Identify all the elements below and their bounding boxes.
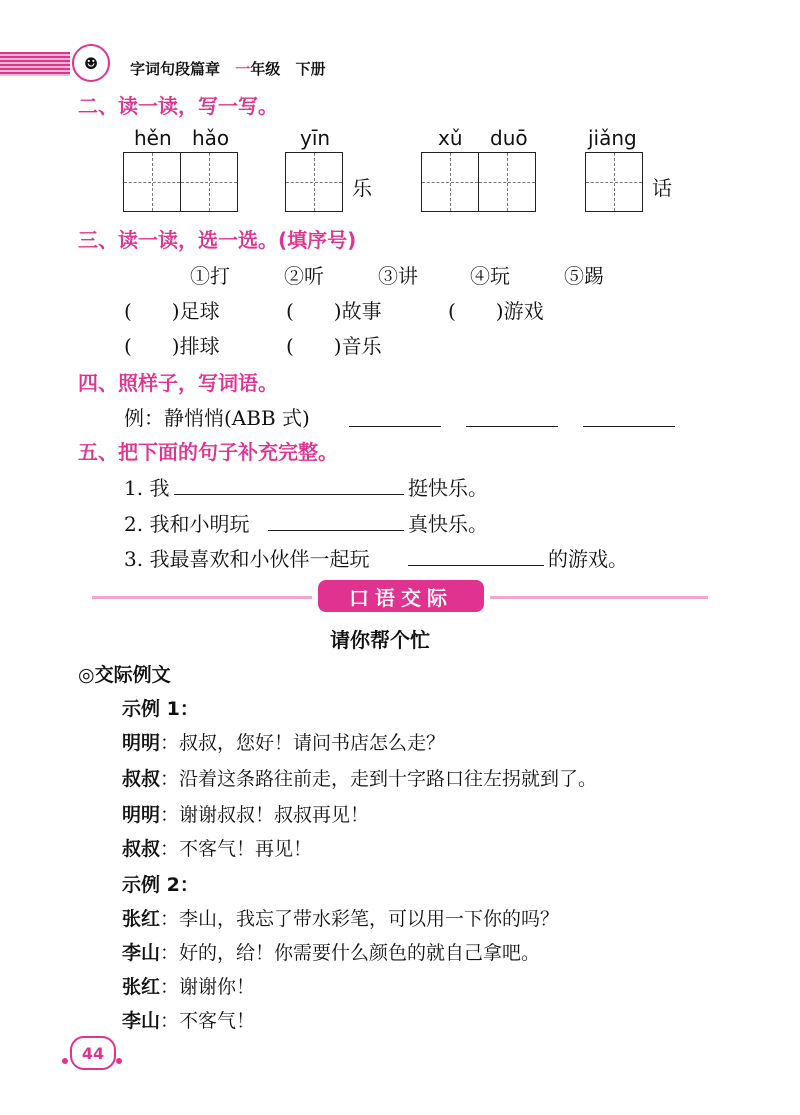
option-2: ②听 [284,264,324,288]
dialog-2-line-3: 张红：谢谢你！ [122,976,256,998]
sentence-2-blank[interactable] [268,530,404,531]
pinyin-hao: hǎo [192,126,230,150]
pinyin-jiang: jiǎng [588,126,637,150]
blank-music[interactable]: ( )音乐 [286,334,382,358]
example-1-label: 示例 1： [122,698,199,720]
dialog-1-line-2: 叔叔：沿着这条路往前走，走到十字路口往左拐就到了。 [122,768,598,790]
pinyin-xu: xǔ [438,126,463,150]
sentence-3-blank[interactable] [408,565,544,566]
sample-heading: ◎交际例文 [78,664,171,686]
answer-line-3[interactable] [583,426,675,427]
pinyin-yin: yīn [300,126,331,150]
blank-volleyball[interactable]: ( )排球 [124,334,220,358]
example-2-label: 示例 2： [122,874,199,896]
section-2-title: 二、读一读，写一写。 [78,94,278,118]
page-dot-right [116,1058,122,1064]
book-title: 字词句段篇章 [130,60,221,78]
example-text: 例：静悄悄(ABB 式) [124,406,310,430]
sentence-2-pre: 2. 我和小明玩 [124,512,250,536]
header-stripe [0,52,70,76]
pinyin-hen: hěn [134,126,172,150]
header-title [130,58,326,79]
volume-label: 下册 [295,60,326,78]
answer-line-1[interactable] [349,426,441,427]
blank-game[interactable]: ( )游戏 [448,299,544,323]
banner-line-left [92,596,312,599]
answer-line-2[interactable] [466,426,558,427]
writing-grid-henhao[interactable] [123,152,238,212]
grade-number: 一 [235,60,251,78]
page-dot-left [62,1058,68,1064]
pinyin-duo: duō [490,126,528,150]
section-3-title: 三、读一读，选一选。(填序号) [78,228,357,252]
sentence-3-pre: 3. 我最喜欢和小伙伴一起玩 [124,547,370,571]
writing-grid-xuduo[interactable] [421,152,536,212]
section-4-title: 四、照样子，写词语。 [78,371,278,395]
sentence-1-pre: 1. 我 [124,476,170,500]
sentence-2-post: 真快乐。 [408,512,488,536]
topic-title: 请你帮个忙 [330,628,430,652]
sentence-1-blank[interactable] [174,494,404,495]
oral-banner: 口语交际 [318,580,484,612]
suffix-hua: 话 [652,176,672,200]
banner-line-right [490,596,708,599]
page-number: 44 [70,1036,116,1070]
option-5: ⑤踢 [564,264,604,288]
dialog-1-line-4: 叔叔：不客气！再见！ [122,838,313,860]
dialog-2-line-2: 李山：好的，给！你需要什么颜色的就自己拿吧。 [122,942,541,964]
dialog-1-line-1: 明明：叔叔，您好！请问书店怎么走？ [122,732,446,754]
dialog-2-line-4: 李山：不客气！ [122,1010,256,1032]
option-4: ④玩 [470,264,510,288]
grade-label: 年级 [250,60,281,78]
dialog-2-line-1: 张红：李山，我忘了带水彩笔，可以用一下你的吗？ [122,908,560,930]
dialog-1-line-3: 明明：谢谢叔叔！叔叔再见！ [122,804,370,826]
option-1: ①打 [190,264,230,288]
blank-story[interactable]: ( )故事 [286,299,382,323]
writing-grid-jiang[interactable] [585,152,643,212]
writing-grid-yin[interactable] [285,152,343,212]
section-5-title: 五、把下面的句子补充完整。 [78,440,338,464]
blank-football[interactable]: ( )足球 [124,299,220,323]
option-3: ③讲 [378,264,418,288]
suffix-le: 乐 [352,176,372,200]
sentence-3-post: 的游戏。 [548,547,628,571]
sentence-1-post: 挺快乐。 [408,476,488,500]
cartoon-icon: ☻ [72,44,110,82]
